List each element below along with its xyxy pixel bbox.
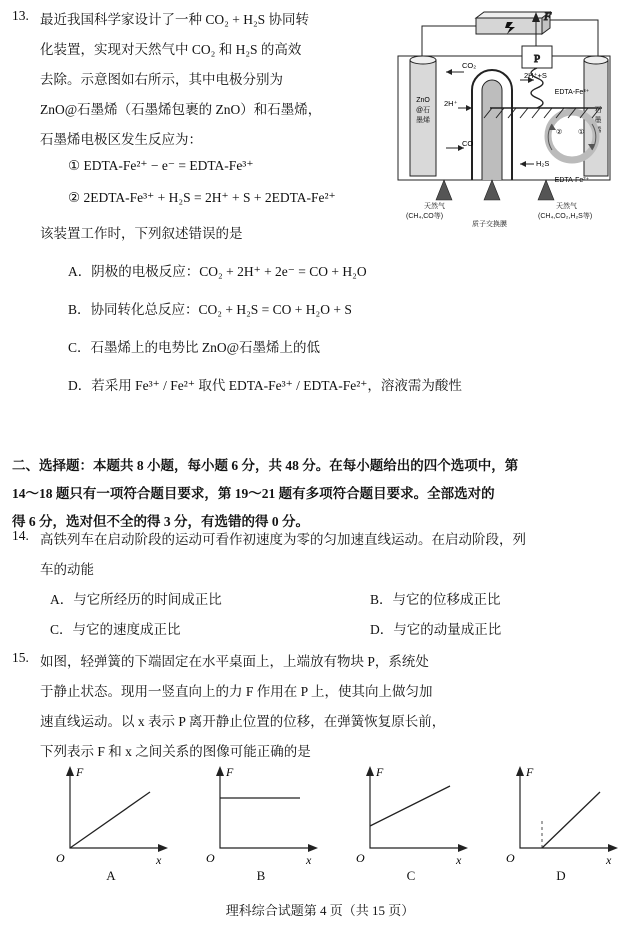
question-13-number: 13.	[12, 8, 29, 23]
graph-a-x-label: x	[156, 853, 162, 867]
section-2-heading	[12, 452, 628, 536]
cycle-step-2: ②	[556, 129, 563, 136]
q15-stem-line-1: 如图，轻弹簧的下端固定在水平桌面上，上端放有物块 P，系统处	[40, 654, 429, 669]
graph-c-label: C	[406, 868, 416, 883]
question-15-graph-options	[20, 762, 620, 883]
q13-stem-line-5: 石墨烯电极区发生反应为：	[40, 132, 202, 147]
graph-option-d[interactable]	[496, 762, 626, 883]
right-electrode-label-3: 烯	[594, 127, 602, 134]
q13-option-c[interactable]: C．石墨烯上的电势比 ZnO@石墨烯上的低	[68, 340, 321, 355]
graph-option-a[interactable]	[46, 762, 176, 883]
graph-c-x-label: x	[456, 853, 462, 867]
edta-fe3-label: EDTA-Fe³⁺	[554, 89, 590, 96]
q13-option-d[interactable]: D．若采用 Fe³⁺ / Fe²⁺ 取代 EDTA-Fe³⁺ / EDTA-Fe²⁺，溶液需为酸性	[68, 378, 462, 393]
graph-option-b[interactable]	[196, 762, 326, 883]
graph-b-y-label: F	[226, 765, 234, 779]
q13-stem-line-3: 去除。示意图如右所示，其中电极分别为	[40, 72, 283, 87]
question-14-number: 14.	[12, 528, 29, 543]
question-15-figure	[470, 6, 630, 126]
natural-gas-right-label: 天然气	[556, 203, 577, 210]
cycle-step-1: ①	[578, 129, 585, 136]
left-electrode-label-2: @石	[415, 107, 431, 114]
q13-option-b[interactable]: B．协同转化总反应：CO₂ + H₂S = CO + H₂O + S	[68, 302, 352, 317]
q15-stem-line-2: 于静止状态。现用一竖直向上的力 F 作用在 P 上，使其向上做匀加	[40, 684, 433, 699]
graph-a-y-label: F	[76, 765, 84, 779]
q13-stem-line-4: ZnO@石墨烯（石墨烯包裹的 ZnO）和石墨烯，	[40, 102, 322, 117]
question-14-stem	[40, 528, 630, 648]
q13-option-a[interactable]: A．阴极的电极反应：CO₂ + 2H⁺ + 2e⁻ = CO + H₂O	[68, 264, 367, 279]
section-2-line-1: 二、选择题：本题共 8 小题，每小题 6 分，共 48 分。在每小题给出的四个选项中，第	[12, 458, 519, 473]
membrane-label: 质子交换膜	[472, 221, 507, 228]
q14-options-row-1	[40, 588, 630, 618]
graph-b-origin-label: O	[206, 851, 215, 865]
q13-equation-1: ① EDTA-Fe²⁺ − e⁻ = EDTA-Fe³⁺	[68, 158, 254, 173]
q14-option-d[interactable]: D．与它的动量成正比	[370, 622, 502, 637]
q14-option-c[interactable]: C．与它的速度成正比	[50, 622, 181, 637]
graph-d-label: D	[556, 868, 566, 883]
q13-stem-line-1: 最近我国科学家设计了一种 CO₂ + H₂S 协同转	[40, 12, 310, 27]
edta-fe2-label: EDTA-Fe²⁺	[554, 177, 590, 184]
q13-stem-tail: 该装置工作时，下列叙述错误的是	[40, 226, 243, 241]
graph-d-x-label: x	[606, 853, 612, 867]
left-electrode-label-3: 墨烯	[416, 117, 430, 124]
question-15-number: 15.	[12, 650, 29, 665]
graph-a-origin-label: O	[56, 851, 65, 865]
graph-c-y-label: F	[376, 765, 384, 779]
q14-option-b[interactable]: B．与它的位移成正比	[370, 592, 501, 607]
q14-stem-line-2: 车的动能	[40, 562, 94, 577]
graph-d-y-label: F	[526, 765, 534, 779]
co-label: CO	[462, 139, 474, 148]
inlet-arrows	[436, 180, 554, 200]
left-electrode	[410, 56, 436, 176]
q14-stem-line-1: 高铁列车在启动阶段的运动可看作初速度为零的匀加速直线运动。在启动阶段，列	[40, 532, 526, 547]
natural-gas-left-label: 天然气	[424, 203, 445, 210]
q13-stem-line-2: 化装置，实现对天然气中 CO₂ 和 H₂S 的高效	[40, 42, 302, 57]
question-15-stem	[40, 650, 470, 770]
right-electrode-label-2: 墨	[594, 117, 602, 124]
co2-label: CO₂	[462, 61, 477, 70]
graph-c-origin-label: O	[356, 851, 365, 865]
q14-option-a[interactable]: A．与它所经历的时间成正比	[50, 592, 222, 607]
graph-b-x-label: x	[306, 853, 312, 867]
natural-gas-right-sub: (CH₄,CO₂,H₂S等)	[538, 213, 593, 220]
h2s-label: H₂S	[536, 159, 550, 168]
left-electrode-label-1: ZnO	[416, 97, 430, 104]
h-plus-s-label: 2H⁺+S	[524, 71, 547, 80]
section-2-line-3: 得 6 分，选对但不全的得 3 分，有选错的得 0 分。	[12, 514, 309, 529]
graph-b-label: B	[256, 868, 266, 883]
graph-option-c[interactable]	[346, 762, 476, 883]
natural-gas-left-sub: (CH₄,CO等)	[406, 213, 444, 220]
q15-stem-line-3: 速直线运动。以 x 表示 P 离开静止位置的位移，在弹簧恢复原长前，	[40, 714, 446, 729]
page-footer: 理科综合试题第 4 页（共 15 页）	[225, 903, 415, 918]
right-electrode-label-1: 石	[594, 107, 602, 114]
spring-block-diagram	[470, 6, 630, 126]
q13-equation-2: ② 2EDTA-Fe³⁺ + H₂S = 2H⁺ + S + 2EDTA-Fe²⁺	[68, 190, 336, 205]
graph-d-origin-label: O	[506, 851, 515, 865]
question-13-stem	[40, 8, 370, 158]
force-label: F	[544, 9, 552, 23]
q15-stem-line-4: 下列表示 F 和 x 之间关系的图像可能正确的是	[40, 744, 311, 759]
h-plus-label: 2H⁺	[444, 99, 458, 108]
section-2-line-2: 14～18 题只有一项符合题目要求，第 19～21 题有多项符合题目要求。全部选对的	[12, 486, 495, 501]
graph-a-label: A	[106, 868, 116, 883]
q14-options-row-2	[40, 618, 630, 648]
block-label: P	[533, 53, 541, 65]
